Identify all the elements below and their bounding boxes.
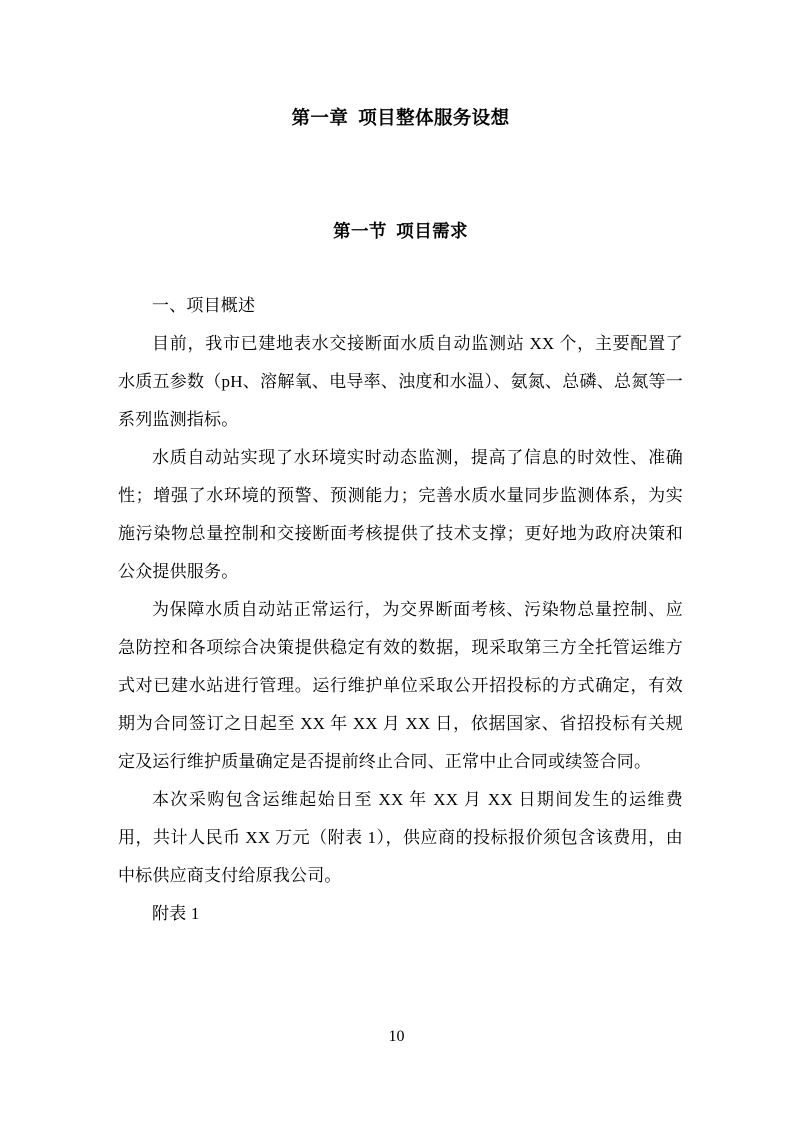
- chapter-title: 第一章 项目整体服务设想: [291, 109, 510, 129]
- paragraph-3: 为保障水质自动站正常运行，为交界断面考核、污染物总量控制、应急防控和各项综合决策提供稳定有效的数据，现采取第三方全托管运维方式对已建水站进行管理。运行维护单位采取公开招投标的方式确定，有效期为合同签订之日起至 XX 年 XX 月 XX 日，依据国家、省招投标有关规定及运行维护质量确定是否提前终止合同、正常中止合同或续签合同。: [118, 600, 683, 772]
- paragraph-2: 水质自动站实现了水环境实时动态监测，提高了信息的时效性、准确性；增强了水环境的预警、预测能力；完善水质水量同步监测体系，为实施污染物总量控制和交接断面考核提供了技术支撑；更好地为政府决策和公众提供服务。: [118, 448, 683, 582]
- paragraph-4: 本次采购包含运维起始日至 XX 年 XX 月 XX 日期间发生的运维费用，共计人民币 XX 万元（附表 1），供应商的投标报价须包含该费用，由中标供应商支付给原我公司。: [118, 790, 683, 886]
- page-number: 10: [388, 1028, 405, 1045]
- attachment-reference: 附表 1: [152, 904, 200, 924]
- paragraph-1: 目前，我市已建地表水交接断面水质自动监测站 XX 个，主要配置了水质五参数（pH、溶解氧、电导率、浊度和水温）、氨氮、总磷、总氮等一系列监测指标。: [118, 334, 683, 430]
- document-body: [118, 0, 683, 933]
- section-title: 第一节 项目需求: [333, 221, 468, 242]
- sub-heading-project-overview: 一、项目概述: [152, 296, 256, 316]
